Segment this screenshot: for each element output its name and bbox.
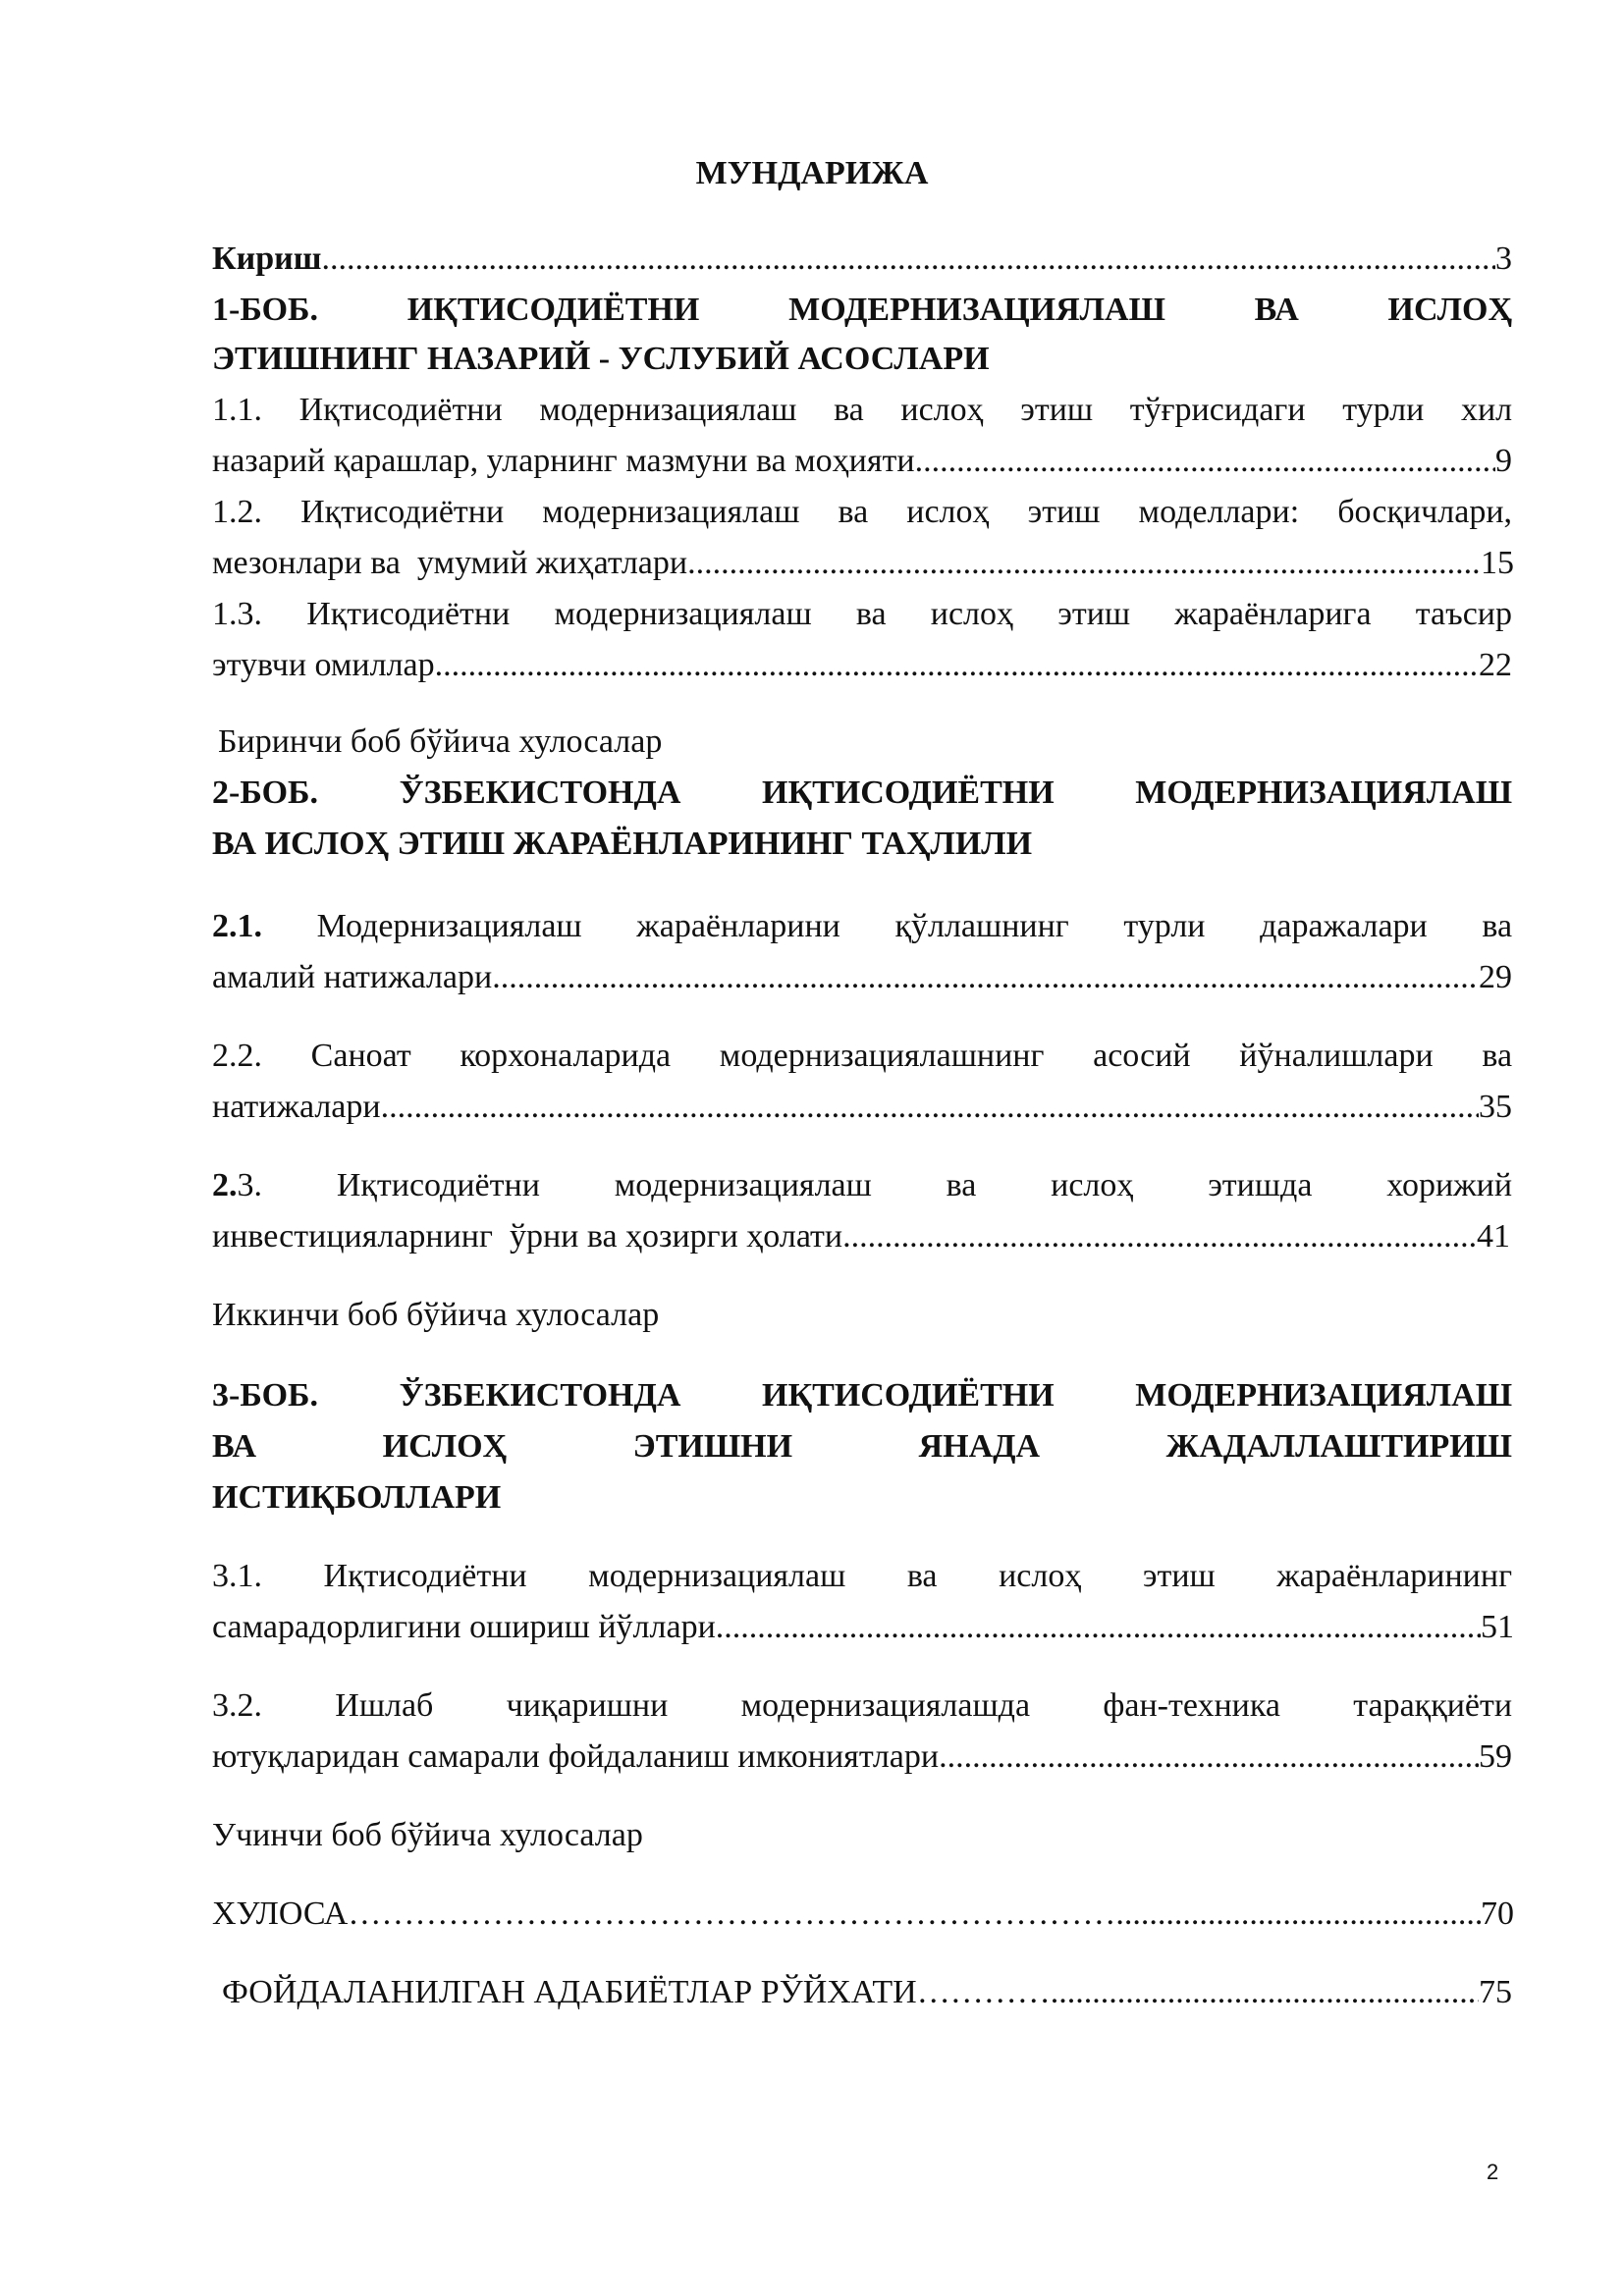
toc-page-number: 29 — [1479, 959, 1512, 995]
chapter-3-heading-line-3[interactable]: ИСТИҚБОЛЛАРИ — [212, 1479, 502, 1516]
toc-entry-3-1-line-1[interactable]: 3.1. Иқтисодиётни модернизациялаш ва ислоҳ этиш жараёнларининг — [212, 1558, 1513, 1594]
toc-entry-conclusion[interactable]: ХУЛОСА…………………………………………………………… ..... 70 — [212, 1889, 1514, 1940]
leader-dots — [321, 234, 1495, 285]
leader-dots — [1115, 1889, 1481, 1940]
page-number: 2 — [1487, 2160, 1499, 2184]
leader-dots — [435, 640, 1479, 691]
toc-entry-3-1-line-2[interactable]: самарадорлигини ошириш йўллари ..... 51 — [212, 1602, 1514, 1653]
chapter-2-heading-line-2[interactable]: ВА ИСЛОҲ ЭТИШ ЖАРАЁНЛАРИНИНГ ТАҲЛИЛИ — [212, 826, 1033, 862]
toc-entry-2-2-line-2[interactable]: натижалари ..... 35 — [212, 1082, 1512, 1133]
toc-entry-3-2-line-1[interactable]: 3.2. Ишлаб чиқаришни модернизациялашда фан-техника тараққиёти — [212, 1687, 1513, 1724]
leader-dots — [842, 1211, 1477, 1262]
toc-entry-2-2-line-1[interactable]: 2.2. Саноат корхоналарида модернизациялашнинг асосий йўналишлари ва — [212, 1038, 1513, 1074]
toc-entry-1-3-line-2[interactable]: этувчи омиллар ..... 22 — [212, 640, 1512, 691]
chapter-3-heading-line-1[interactable]: 3-БОБ. ЎЗБЕКИСТОНДА ИҚТИСОДИЁТНИ МОДЕРНИЗАЦИЯЛАШ — [212, 1377, 1513, 1414]
leader-dots — [492, 952, 1479, 1003]
chapter-1-heading-line-1[interactable]: 1-БОБ. ИҚТИСОДИЁТНИ МОДЕРНИЗАЦИЯЛАШ ВА ИСЛОҲ — [212, 292, 1513, 328]
toc-entry-1-1-line-1[interactable]: 1.1. Иқтисодиётни модернизациялаш ва ислоҳ этиш тўғрисидаги турли хил — [212, 392, 1513, 428]
toc-page-number: 41 — [1477, 1218, 1510, 1255]
toc-page-number: 15 — [1481, 545, 1514, 581]
toc-page-number: 3 — [1495, 240, 1512, 277]
chapter-1-summary[interactable]: Биринчи боб бўйича хулосалар — [218, 723, 663, 760]
leader-dots — [716, 1602, 1481, 1653]
toc-page-number: 75 — [1479, 1974, 1512, 2010]
toc-page-number: 35 — [1479, 1089, 1512, 1125]
chapter-3-summary[interactable]: Учинчи боб бўйича хулосалар — [212, 1817, 643, 1853]
toc-page-number: 9 — [1495, 443, 1512, 479]
leader-dots — [687, 538, 1481, 589]
toc-entry-1-2-line-2[interactable]: мезонлари ва умумий жиҳатлари ..... 15 — [212, 538, 1514, 589]
chapter-2-summary[interactable]: Иккинчи боб бўйича хулосалар — [212, 1297, 660, 1333]
toc-title: МУНДАРИЖА — [695, 155, 929, 191]
toc-entry-references[interactable]: ФОЙДАЛАНИЛГАН АДАБИЁТЛАР РЎЙХАТИ………… ..... 75 — [222, 1967, 1512, 2018]
chapter-1-heading-line-2[interactable]: ЭТИШНИНГ НАЗАРИЙ - УСЛУБИЙ АСОСЛАРИ — [212, 341, 990, 377]
toc-entry-2-3-line-1[interactable]: 2.3. Иқтисодиётни модернизациялаш ва ислоҳ этишда хорижий — [212, 1167, 1513, 1203]
toc-entry-label: Кириш — [212, 240, 322, 277]
leader-dots — [381, 1082, 1479, 1133]
toc-page-number: 51 — [1481, 1609, 1514, 1645]
toc-page-number: 70 — [1481, 1896, 1514, 1932]
toc-entry-1-2-line-1[interactable]: 1.2. Иқтисодиётни модернизациялаш ва ислоҳ этиш моделлари: босқичлари, — [212, 494, 1513, 530]
leader-dots — [915, 436, 1495, 487]
toc-entry-intro[interactable] — [212, 234, 1512, 285]
toc-page-number: 59 — [1479, 1738, 1512, 1775]
chapter-2-heading-line-1[interactable]: 2-БОБ. ЎЗБЕКИСТОНДА ИҚТИСОДИЁТНИ МОДЕРНИЗАЦИЯЛАШ — [212, 774, 1513, 811]
toc-page-number: 22 — [1479, 647, 1512, 683]
toc-entry-2-1-line-1[interactable]: 2.1. Модернизациялаш жараёнларини қўллашнинг турли даражалари ва — [212, 908, 1513, 944]
toc-entry-1-1-line-2[interactable]: назарий қарашлар, уларнинг мазмуни ва моҳияти ..... 9 — [212, 436, 1512, 487]
toc-entry-3-2-line-2[interactable]: ютуқларидан самарали фойдаланиш имкониятлари ..... 59 — [212, 1732, 1512, 1783]
toc-entry-2-1-line-2[interactable]: амалий натижалари ..... 29 — [212, 952, 1512, 1003]
toc-entry-1-3-line-1[interactable]: 1.3. Иқтисодиётни модернизациялаш ва ислоҳ этиш жараёнларига таъсир — [212, 596, 1512, 632]
chapter-3-heading-line-2[interactable]: ВА ИСЛОҲ ЭТИШНИ ЯНАДА ЖАДАЛЛАШТИРИШ — [212, 1428, 1512, 1465]
leader-dots — [939, 1732, 1479, 1783]
leader-dots — [1051, 1967, 1479, 2018]
toc-entry-2-3-line-2[interactable]: инвестицияларнинг ўрни ва ҳозирги ҳолати ..... 41 — [212, 1211, 1510, 1262]
